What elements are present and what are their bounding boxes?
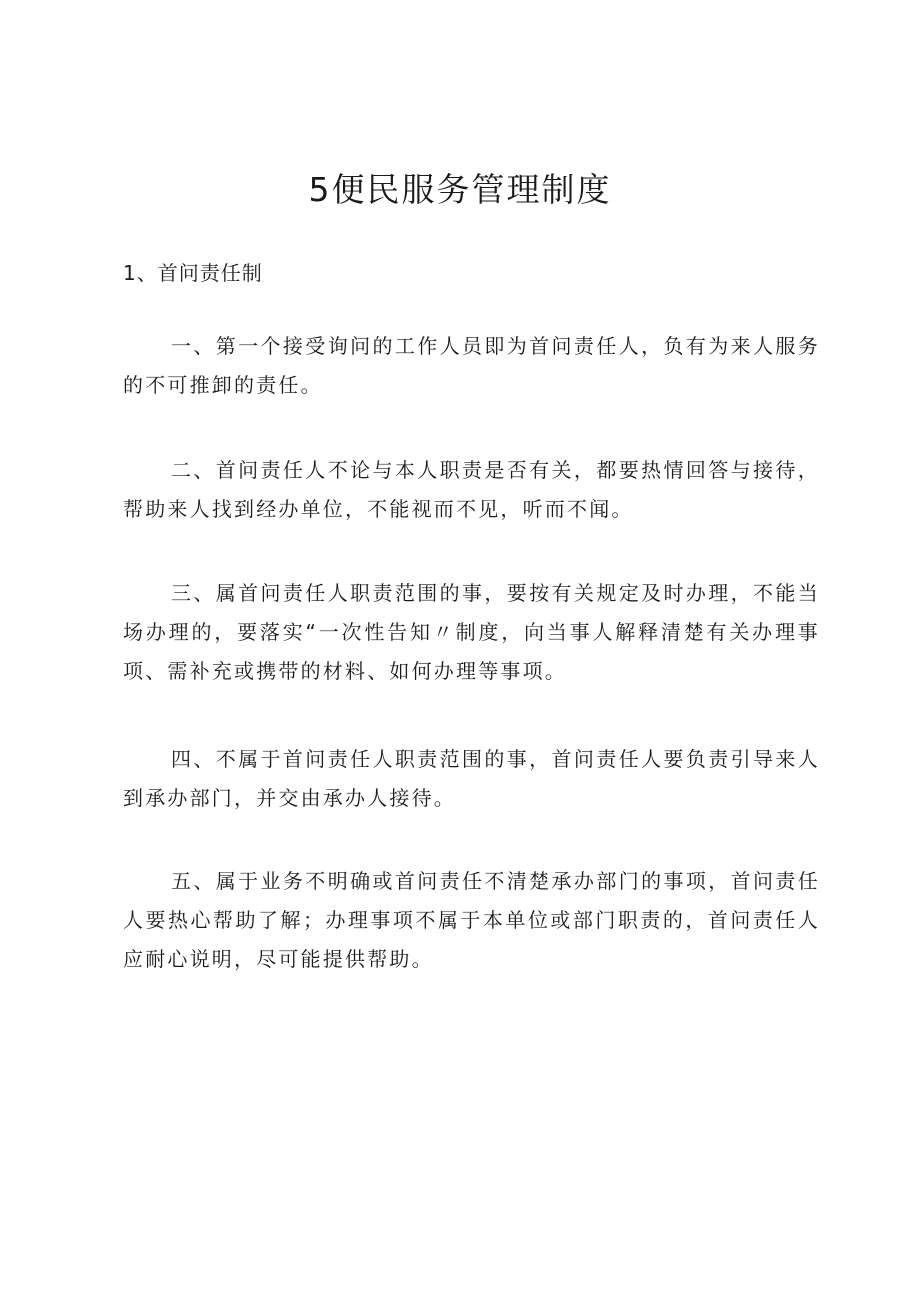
paragraph-2: 二、首问责任人不论与本人职责是否有关，都要热情回答与接待，帮助来人找到经办单位，不能视而不见，听而不闻。 [123, 458, 820, 521]
paragraph-4: 四、不属于首问责任人职责范围的事，首问责任人要负责引导来人到承办部门，并交由承办人接待。 [123, 747, 820, 810]
paragraph-1: 一、第一个接受询问的工作人员即为首问责任人，负有为来人服务的不可推卸的责任。 [123, 334, 820, 397]
document-title: 5便民服务管理制度 [308, 170, 612, 209]
paragraph-5: 五、属于业务不明确或首问责任不清楚承办部门的事项，首问责任人要热心帮助了解；办理事项不属于本单位或部门职责的，首问责任人应耐心说明，尽可能提供帮助。 [123, 869, 820, 971]
section-heading: 1、首问责任制 [123, 261, 263, 285]
paragraph-3: 三、属首问责任人职责范围的事，要按有关规定及时办理，不能当场办理的，要落实“一次性告知〃制度，向当事人解释清楚有关办理事项、需补充或携带的材料、如何办理等事项。 [123, 581, 820, 683]
